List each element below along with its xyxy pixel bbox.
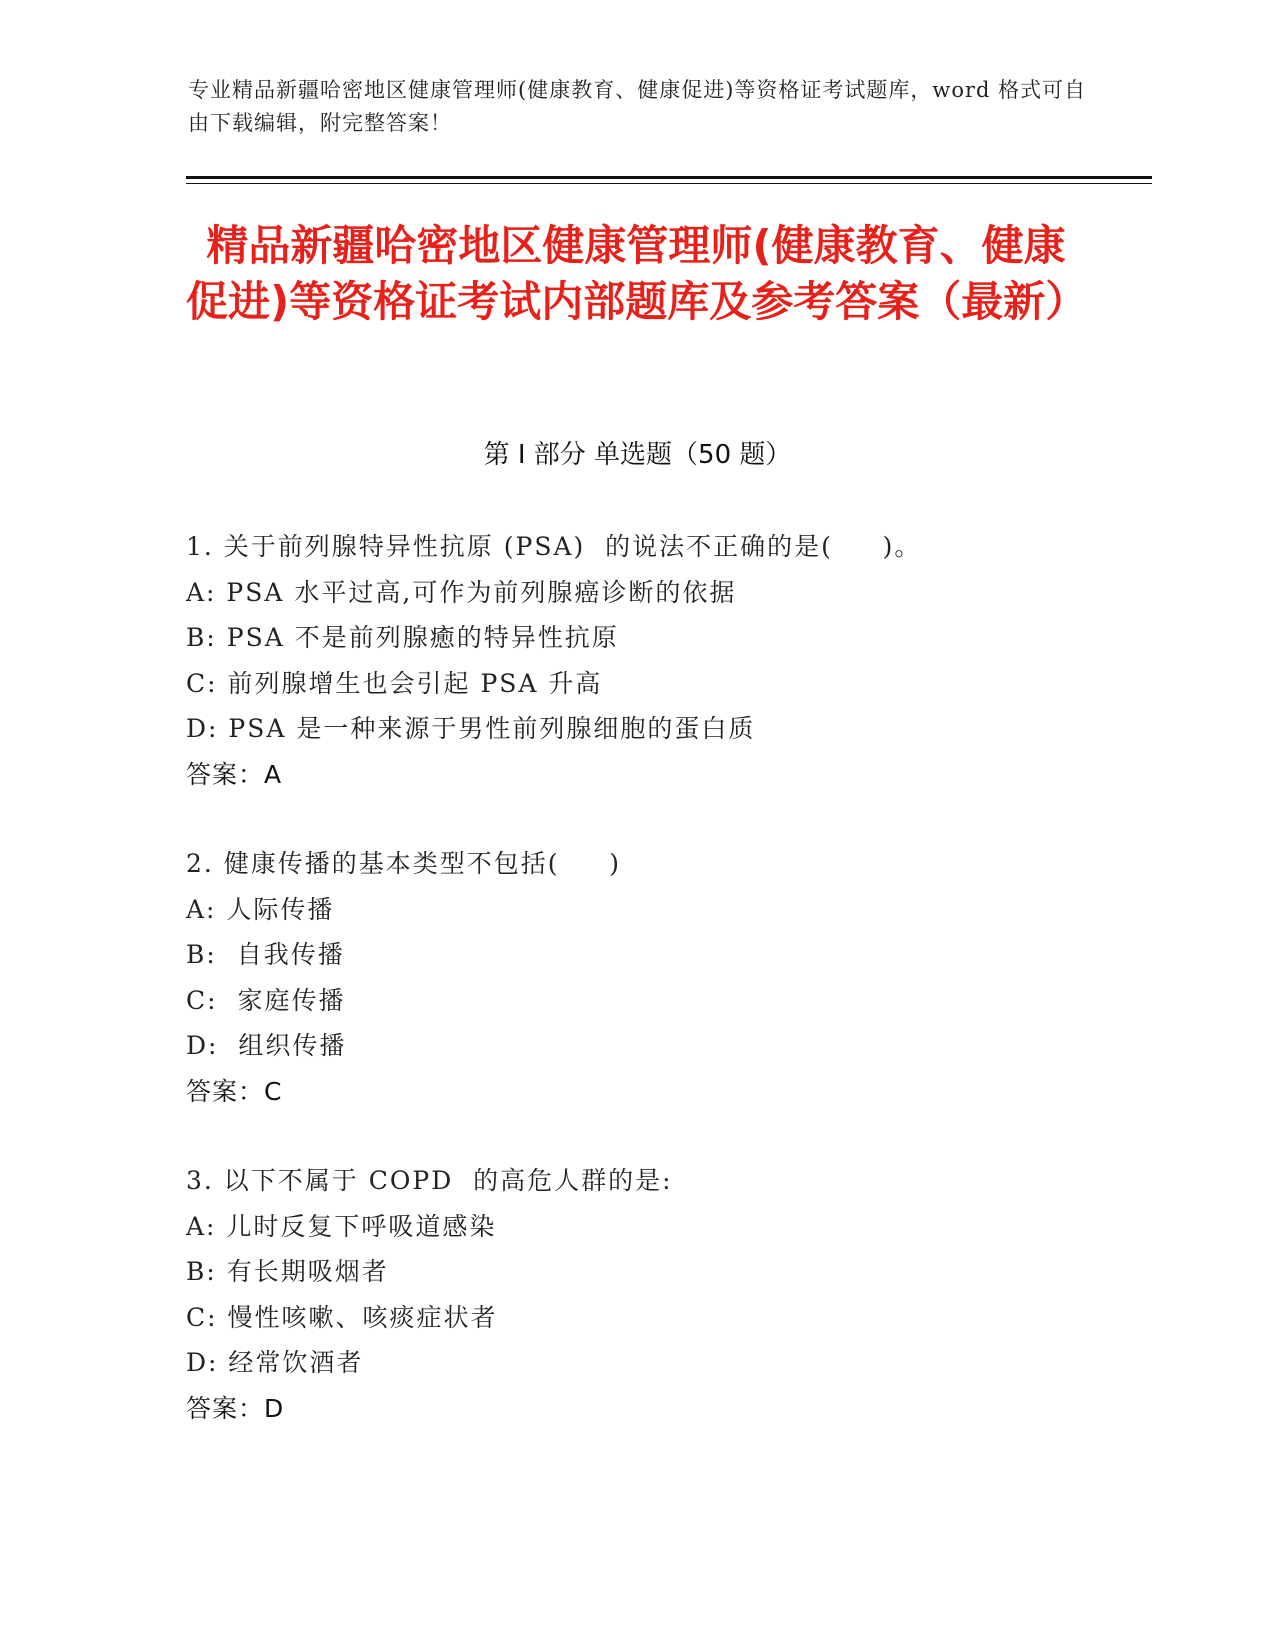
option-d: D: PSA 是一种来源于男性前列腺细胞的蛋白质 [186,714,756,743]
option-b: B: 自我传播 [186,940,345,969]
question-stem: 3. 以下不属于 COPD 的高危人群的是: [186,1166,673,1195]
document-title: 精品新疆哈密地区健康管理师(健康教育、健康促进)等资格证考试内部题库及参考答案（最新） [186,221,1088,326]
option-c: C: 前列腺增生也会引起 PSA 升高 [186,668,603,698]
question-stem: 2. 健康传播的基本类型不包括( ) [186,849,622,878]
answer-line: 答案：C [186,1076,283,1106]
option-b: B: PSA 不是前列腺癒的特异性抗原 [186,623,619,652]
question-list [186,527,1146,1478]
option-a: A: 人际传播 [186,894,335,924]
header-rule-thin [186,183,1152,184]
option-d: D: 组织传播 [186,1031,347,1060]
question-stem: 1. 关于前列腺特异性抗原 (PSA) 的说法不正确的是( )。 [186,532,922,561]
section-heading: 第 I 部分 单选题（50 题） [483,440,792,470]
header-note: 专业精品新疆哈密地区健康管理师(健康教育、健康促进)等资格证考试题库，word 格式可自由下载编辑，附完整答案！ [188,78,1087,135]
header-rule-thick [186,176,1152,179]
question-1 [186,527,1146,800]
option-a: A: 儿时反复下呼吸道感染 [186,1211,497,1241]
option-d: D: 经常饮酒者 [186,1348,364,1377]
option-a: A: PSA 水平过高,可作为前列腺癌诊断的依据 [186,577,737,607]
answer-line: 答案：A [186,759,283,789]
question-3 [186,1161,1146,1434]
option-c: C: 家庭传播 [186,985,346,1015]
option-b: B: 有长期吸烟者 [186,1257,389,1286]
option-c: C: 慢性咳嗽、咳痰症状者 [186,1302,498,1332]
answer-line: 答案：D [186,1393,285,1423]
question-2 [186,844,1146,1117]
